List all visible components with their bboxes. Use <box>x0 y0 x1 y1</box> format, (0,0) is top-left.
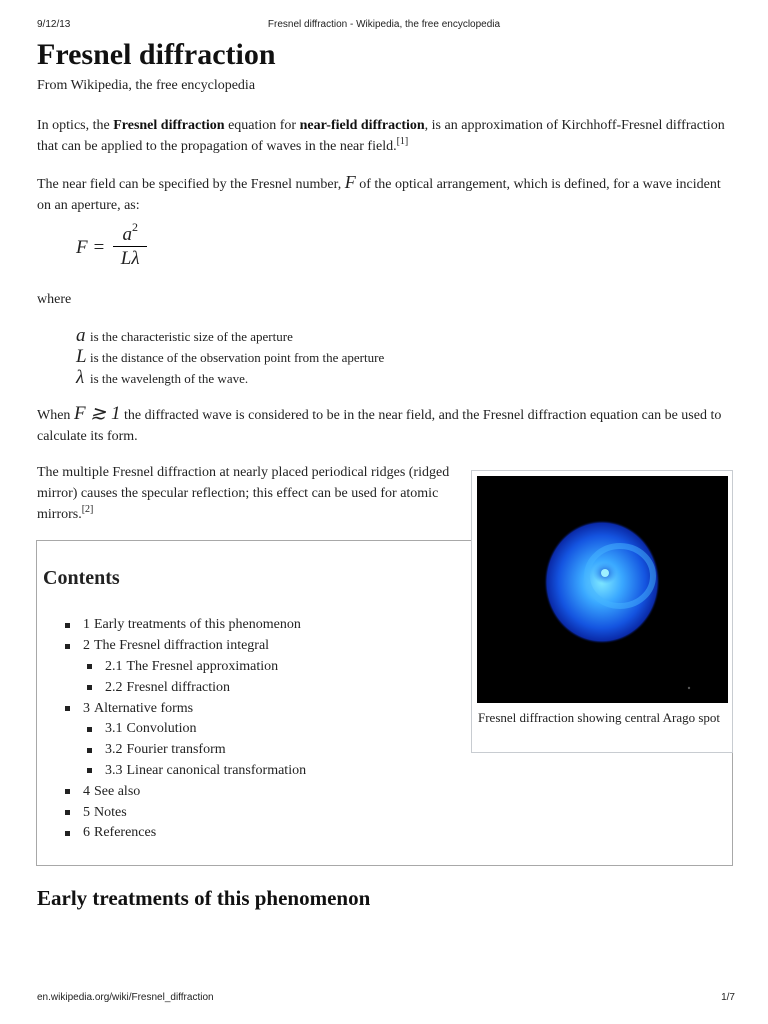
toc-item[interactable]: 5 Notes <box>65 802 306 823</box>
term-near-field-diffraction[interactable]: near-field diffraction <box>299 118 425 133</box>
print-page-title: Fresnel diffraction - Wikipedia, the free encyclopedia <box>267 19 501 30</box>
bullet-icon <box>87 727 92 732</box>
bullet-icon <box>65 810 70 815</box>
condition-expression: F ≳ 1 <box>73 403 121 424</box>
term-fresnel-diffraction[interactable]: Fresnel diffraction <box>113 118 225 133</box>
symbol-F: F <box>344 172 356 192</box>
ref-link-1[interactable]: [1] <box>396 136 409 147</box>
bullet-icon <box>65 789 70 794</box>
arago-spot-illustration <box>477 476 728 703</box>
definition-lambda: λ is the wavelength of the wave. <box>76 367 249 388</box>
toc-item[interactable]: 2.1 The Fresnel approximation <box>65 657 306 678</box>
bullet-icon <box>65 644 70 649</box>
symbol-L: L <box>76 346 87 367</box>
toc-item[interactable]: 3 Alternative forms <box>65 698 306 719</box>
near-field-paragraph: The near field can be specified by the Fresnel number, F of the optical arrangement, which is defined, for a wave incident on an aperture, as: <box>37 172 721 213</box>
toc-item[interactable]: 1 Early treatments of this phenomenon <box>65 615 306 636</box>
toc-item[interactable]: 2.2 Fresnel diffraction <box>65 677 306 698</box>
bullet-icon <box>87 748 92 753</box>
formula-denominator: Lλ <box>120 248 140 269</box>
arago-spot-image[interactable] <box>477 476 728 703</box>
toc-item[interactable]: 4 See also <box>65 781 306 802</box>
definitions-list <box>76 325 384 388</box>
ref-link-2[interactable]: [2] <box>81 504 94 515</box>
toc-item[interactable]: 3.1 Convolution <box>65 719 306 740</box>
symbol-lambda: λ <box>76 367 85 388</box>
page-subtitle: From Wikipedia, the free encyclopedia <box>37 78 256 93</box>
section-heading-early-treatments: Early treatments of this phenomenon <box>37 886 371 910</box>
figure-infobox <box>471 470 733 753</box>
page-title: Fresnel diffraction <box>37 38 276 71</box>
mirror-paragraph: The multiple Fresnel diffraction at nearly placed periodical ridges (ridged mirror) causes the specular reflection; this effect can be used for atomic mirrors.[2] <box>37 465 450 522</box>
bullet-icon <box>65 831 70 836</box>
toc-item[interactable]: 3.2 Fourier transform <box>65 740 306 761</box>
toc-list <box>65 615 306 844</box>
formula-numerator: a <box>122 224 132 245</box>
print-date: 9/12/13 <box>37 19 71 30</box>
fresnel-number-formula <box>76 220 147 271</box>
toc-item[interactable]: 2 The Fresnel diffraction integral <box>65 636 306 657</box>
formula-lhs: F = <box>76 236 106 258</box>
print-page-number: 1/7 <box>721 992 735 1003</box>
bullet-icon <box>87 664 92 669</box>
toc-item[interactable]: 3.3 Linear canonical transformation <box>65 761 306 782</box>
where-label: where <box>37 292 72 307</box>
condition-paragraph: When F ≳ 1 the diffracted wave is considered to be in the near field, and the Fresnel diffraction equation can be used to calculate its form. <box>37 403 722 444</box>
toc-item[interactable]: 6 References <box>65 823 306 844</box>
bullet-icon <box>87 768 92 773</box>
definition-L: L is the distance of the observation point from the aperture <box>76 346 385 367</box>
figure-caption: Fresnel diffraction showing central Arago spot <box>478 710 721 725</box>
intro-paragraph: In optics, the Fresnel diffraction equation for near-field diffraction, is an approximation of Kirchhoff-Fresnel diffraction that can be applied to the propagation of waves in the near field.[1] <box>37 118 725 154</box>
formula-exponent: 2 <box>131 220 138 234</box>
bullet-icon <box>87 685 92 690</box>
toc-title: Contents <box>43 567 120 589</box>
bullet-icon <box>65 706 70 711</box>
bullet-icon <box>65 623 70 628</box>
formula-fraction <box>113 220 147 271</box>
symbol-a: a <box>76 325 86 346</box>
print-url: en.wikipedia.org/wiki/Fresnel_diffraction <box>37 992 214 1003</box>
definition-a: a is the characteristic size of the aperture <box>76 325 293 346</box>
